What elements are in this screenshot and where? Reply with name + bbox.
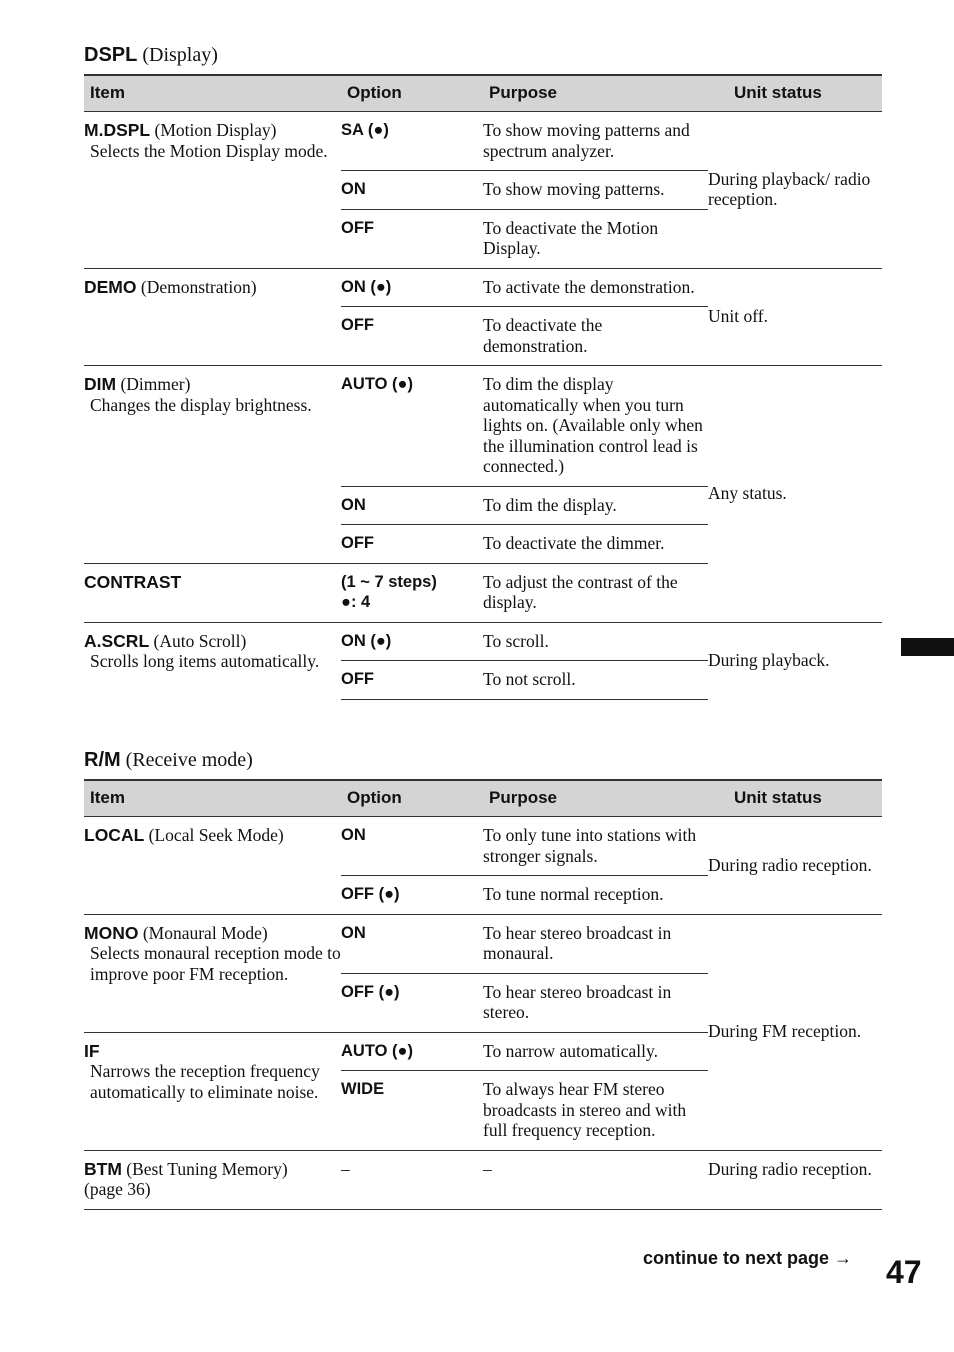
- section-code: R/M: [84, 749, 121, 771]
- purpose-cell: –: [483, 1150, 708, 1209]
- option-cell: OFF: [341, 307, 483, 366]
- item-name: IF: [84, 1040, 100, 1061]
- item-fullname: (Demonstration): [140, 276, 257, 297]
- item-mono: [84, 914, 341, 1032]
- item-dim: [84, 366, 341, 564]
- option-cell: OFF (●): [341, 876, 483, 915]
- table-header-row: [84, 75, 882, 112]
- header-purpose: Purpose: [483, 780, 708, 817]
- option-cell: ON: [341, 914, 483, 973]
- purpose-cell: To not scroll.: [483, 661, 708, 700]
- status-cell: During radio reception.: [708, 854, 872, 875]
- item-name: BTM: [84, 1158, 122, 1179]
- option-cell: ON: [341, 826, 366, 844]
- header-option: Option: [341, 780, 483, 817]
- table-row: [84, 1150, 882, 1209]
- option-cell: AUTO (●): [341, 1032, 483, 1071]
- item-page-ref: (page 36): [84, 1179, 151, 1199]
- header-item: Item: [84, 780, 341, 817]
- section-name: (Receive mode): [125, 749, 253, 771]
- table-row: [84, 112, 882, 171]
- item-name: MONO: [84, 922, 139, 943]
- purpose-cell: To deactivate the demonstration.: [483, 307, 708, 366]
- purpose-cell: To show moving patterns.: [483, 171, 708, 210]
- page-number: 47: [886, 1254, 922, 1290]
- purpose-cell: To narrow automatically.: [483, 1032, 708, 1071]
- status-cell: Any status.: [708, 366, 882, 623]
- purpose-cell: To scroll.: [483, 622, 708, 661]
- option-range: (1 ~ 7 steps): [341, 572, 437, 591]
- table-row: [84, 366, 882, 487]
- option-cell: ON (●): [341, 622, 483, 661]
- item-name: DIM: [84, 374, 117, 394]
- header-status: Unit status: [708, 75, 882, 112]
- section-title-rm: [84, 750, 253, 771]
- header-item: Item: [84, 75, 341, 112]
- status-cell: Unit off.: [708, 268, 882, 366]
- purpose-cell: To dim the display.: [483, 486, 708, 525]
- option-cell: OFF: [341, 661, 483, 700]
- rm-table: [84, 779, 882, 1210]
- option-cell: ON: [341, 171, 483, 210]
- item-demo: [84, 268, 341, 366]
- table-row: [84, 914, 882, 973]
- option-default: ●: 4: [341, 593, 371, 611]
- purpose-cell: To hear stereo broadcast in monaural.: [483, 914, 708, 973]
- item-description: Changes the display brightness.: [90, 394, 312, 415]
- item-fullname: (Local Seek Mode): [148, 825, 284, 845]
- option-cell: OFF: [341, 209, 483, 268]
- table-row: [84, 817, 882, 876]
- purpose-cell: To activate the demonstration.: [483, 268, 708, 307]
- item-mdspl: [84, 112, 341, 269]
- option-cell: [341, 563, 483, 622]
- section-title-dspl: [84, 45, 218, 66]
- status-cell: During playback/ radio reception.: [708, 168, 871, 210]
- option-cell: OFF (●): [341, 973, 483, 1032]
- purpose-cell: To always hear FM stereo broadcasts in stereo and with full frequency reception.: [483, 1071, 708, 1151]
- item-btm: [84, 1150, 341, 1209]
- item-if: [84, 1032, 341, 1150]
- item-name: M.DSPL: [84, 120, 151, 140]
- purpose-cell: To dim the display automatically when you turn lights on. (Available only when the illumination control lead is connected.): [483, 366, 708, 487]
- section-code: DSPL: [84, 44, 138, 66]
- option-cell: –: [341, 1150, 483, 1209]
- option-cell: AUTO (●): [341, 366, 483, 487]
- purpose-cell: To tune normal reception.: [483, 876, 708, 915]
- status-cell: During FM reception.: [708, 914, 882, 1150]
- status-cell: During playback.: [708, 622, 882, 699]
- option-cell: OFF: [341, 525, 483, 564]
- option-cell: ON: [341, 486, 483, 525]
- header-status: Unit status: [708, 780, 882, 817]
- item-name: CONTRAST: [84, 571, 182, 592]
- item-fullname: (Auto Scroll): [153, 630, 247, 651]
- item-local: [84, 817, 341, 915]
- item-fullname: (Motion Display): [154, 120, 277, 140]
- table-row: [84, 268, 882, 307]
- item-fullname: (Dimmer): [120, 374, 191, 394]
- table-row: [84, 622, 882, 661]
- continue-to-next-page: continue to next page →: [643, 1248, 853, 1268]
- item-name: LOCAL: [84, 825, 145, 845]
- purpose-cell: To hear stereo broadcast in stereo.: [483, 973, 708, 1032]
- purpose-cell: To only tune into stations with stronger signals.: [483, 825, 697, 866]
- purpose-cell: To show moving patterns and spectrum analyzer.: [483, 120, 690, 161]
- item-fullname: (Monaural Mode): [142, 922, 268, 943]
- purpose-cell: To deactivate the dimmer.: [483, 525, 708, 564]
- item-description: Narrows the reception frequency automatically to eliminate noise.: [90, 1061, 320, 1102]
- chapter-tab-marker: [901, 638, 954, 656]
- option-cell: ON (●): [341, 268, 483, 307]
- item-fullname: (Best Tuning Memory): [126, 1158, 288, 1179]
- item-ascrl: [84, 622, 341, 699]
- item-description: Selects monaural reception mode to improve poor FM reception.: [90, 943, 341, 984]
- header-option: Option: [341, 75, 483, 112]
- dspl-table: [84, 74, 882, 700]
- header-purpose: Purpose: [483, 75, 708, 112]
- item-contrast: [84, 563, 341, 622]
- section-name: (Display): [142, 44, 218, 66]
- table-header-row: [84, 780, 882, 817]
- option-cell: SA (●): [341, 121, 389, 139]
- item-name: A.SCRL: [84, 630, 150, 651]
- purpose-cell: To deactivate the Motion Display.: [483, 209, 708, 268]
- status-cell: During radio reception.: [708, 1150, 882, 1209]
- item-name: DEMO: [84, 276, 137, 297]
- purpose-cell: To adjust the contrast of the display.: [483, 563, 708, 622]
- option-cell: WIDE: [341, 1071, 483, 1151]
- item-description: Scrolls long items automatically.: [90, 651, 320, 671]
- item-description: Selects the Motion Display mode.: [90, 140, 328, 161]
